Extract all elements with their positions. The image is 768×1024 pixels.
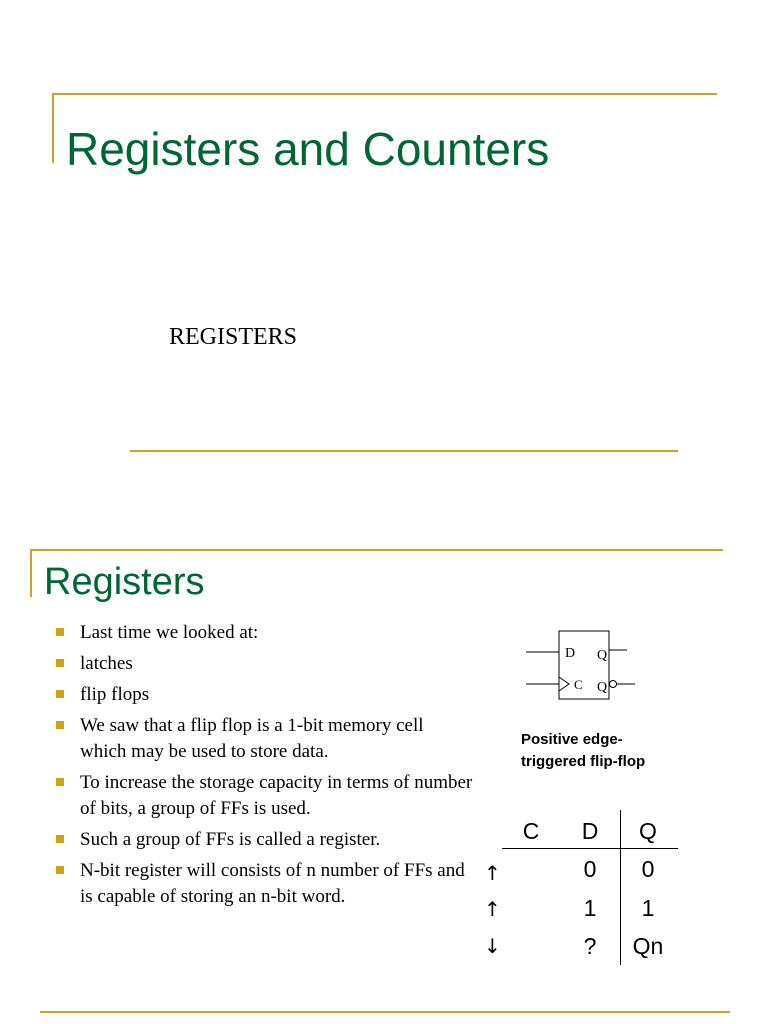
truth-table-header-d: D [581,818,599,844]
truth-table-cell: 0 [583,856,597,882]
ff-q-label: Q [597,648,608,663]
slide2-bottom-rule [40,1011,730,1013]
slide2-title: Registers [44,561,205,603]
clock-edge-icon [559,677,569,691]
list-item: flip flops [54,682,474,708]
truth-table-cell: Qn [632,933,664,959]
bullet-marker-icon [56,690,64,698]
truth-table-column-divider [620,810,621,965]
inversion-bubble-icon [610,681,617,688]
flip-flop-diagram [520,625,640,705]
rising-edge-arrow-icon: ↑ [484,861,501,885]
slide1-title: Registers and Counters [66,123,550,175]
bullet-marker-icon [56,659,64,667]
truth-table-header-divider [502,848,678,849]
list-item: latches [54,651,474,677]
rising-edge-arrow-icon: ↑ [484,897,501,921]
ff-c-label: C [574,677,583,692]
slide1-bottom-rule [130,450,678,452]
list-item: Such a group of FFs is called a register. [54,827,474,853]
ff-d-label: D [565,646,576,661]
truth-table-cell: ? [583,933,597,959]
truth-table-cell: 1 [641,895,655,921]
slide1-left-rule [52,93,54,163]
flip-flop-caption: Positive edge-triggered flip-flop [521,731,646,770]
slide2-left-rule [30,549,32,597]
slide1-subtitle: REGISTERS [169,324,298,350]
list-item: To increase the storage capacity in terms of number of bits, a group of FFs is used. [54,770,474,822]
truth-table-cell: 1 [583,895,597,921]
list-item: N-bit register will consists of n number of FFs and is capable of storing an n-bit word. [54,858,474,910]
bullet-marker-icon [56,866,64,874]
bullet-list [54,620,474,915]
ff-qbar-label: Q [597,680,608,695]
bullet-marker-icon [56,835,64,843]
bullet-marker-icon [56,721,64,729]
list-item: Last time we looked at: [54,620,474,646]
bullet-marker-icon [56,778,64,786]
truth-table-header-c: C [522,818,540,844]
truth-table-cell: 0 [641,856,655,882]
slide1-top-rule [52,93,717,95]
bullet-marker-icon [56,628,64,636]
truth-table-header-q: Q [639,818,657,844]
slide2-top-rule [30,549,723,551]
list-item: We saw that a flip flop is a 1-bit memory cell which may be used to store data. [54,713,474,765]
falling-edge-arrow-icon: ↓ [484,934,501,958]
